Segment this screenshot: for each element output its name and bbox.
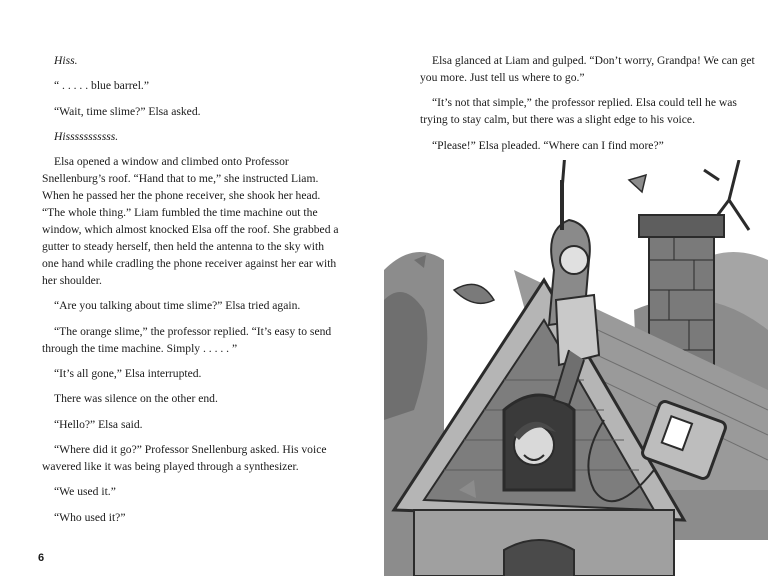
paragraph: “The orange slime,” the professor replied. “It’s easy to send through the time machine. Simply . . . . . ” [42,324,332,355]
paragraph: “ . . . . . blue barrel.” [54,79,149,93]
lower-window [504,540,574,576]
illustration-art [384,160,768,576]
left-page-text [42,52,342,534]
paragraph: “Are you talking about time slime?” Elsa tried again. [54,299,301,313]
paragraph: “Wait, time slime?” Elsa asked. [54,104,201,118]
paragraph: Hisssssssssss. [54,129,119,143]
girl-face [560,246,588,274]
rooftop-illustration [384,160,768,576]
antenna [559,160,579,190]
paragraph: “Please!” Elsa pleaded. “Where can I find more?” [432,138,664,152]
paragraph: “It’s all gone,” Elsa interrupted. [54,367,202,381]
right-page-text [420,52,755,162]
paragraph: “Hello?” Elsa said. [54,417,143,431]
page-number: 6 [38,552,45,564]
chimney-cap [639,215,724,237]
paragraph: Elsa opened a window and climbed onto Professor Snellenburg’s roof. “Hand that to me,” she instructed Liam. When he passed her the phone receiver, she shook her head. “The whole thing.” Liam fumbled the time machine out the window, which almost knocked Elsa off the roof. She grabbed a gutter to steady herself, then held the antenna to the sky with one hand while cradling the phone receiver against her ear with her shoulder. [42,155,339,288]
paragraph: Hiss. [54,54,78,67]
paragraph: “We used it.” [54,485,116,499]
leaf [454,284,494,303]
paragraph: “Who used it?” [54,510,126,524]
paragraph: “Where did it go?” Professor Snellenburg asked. His voice wavered like it was being played through a synthesizer. [42,442,327,473]
paragraph: Elsa glanced at Liam and gulped. “Don’t worry, Grandpa! We can get you more. Just tell us where to go.” [420,54,755,84]
paragraph: “It’s not that simple,” the professor replied. Elsa could tell he was trying to stay calm, but there was a slight edge to his voice. [420,96,737,127]
girl-torso [556,295,599,365]
leaf [629,175,646,192]
paragraph: There was silence on the other end. [54,392,218,406]
